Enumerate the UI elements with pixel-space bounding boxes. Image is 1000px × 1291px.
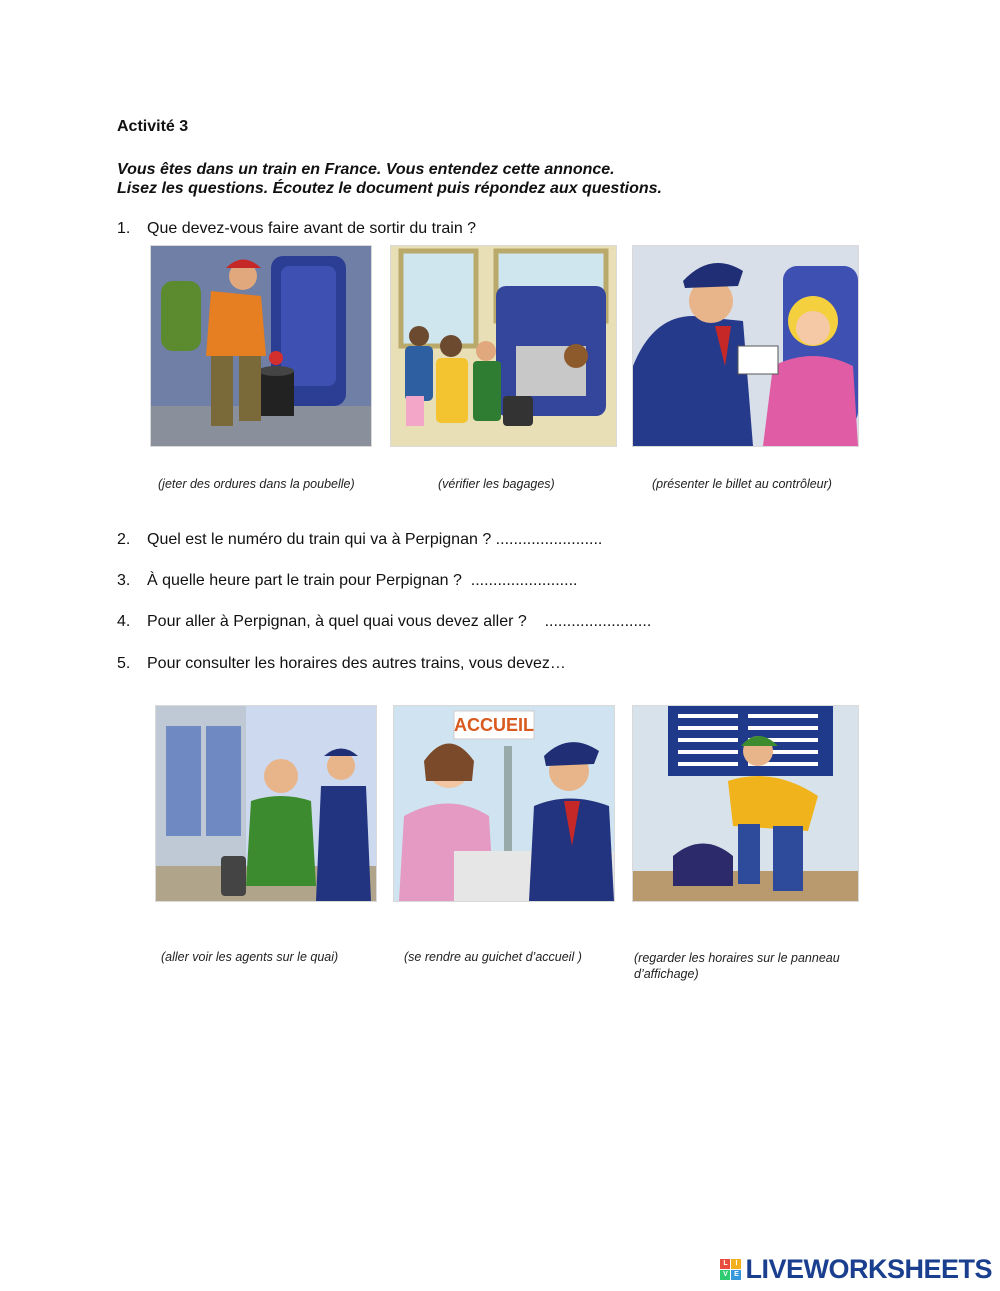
question-5 [117, 655, 566, 673]
logo-tile: I [731, 1259, 741, 1269]
option-image-platform-agents[interactable] [155, 705, 377, 902]
option-image-ticket[interactable] [632, 245, 859, 447]
question-2 [117, 531, 602, 549]
question-text: Pour consulter les horaires des autres trains, vous devez… [147, 655, 566, 672]
question-text: Quel est le numéro du train qui va à Perpignan ? [147, 531, 492, 548]
answer-blank[interactable]: ........................ [470, 572, 578, 589]
option-caption-2: (vérifier les bagages) [438, 477, 555, 491]
option-image-trash[interactable] [150, 245, 372, 447]
liveworksheets-logo[interactable] [720, 1254, 992, 1284]
option-image-luggage[interactable] [390, 245, 617, 447]
question-text: Que devez-vous faire avant de sortir du train ? [147, 220, 477, 237]
question-number: 2. [117, 531, 131, 548]
option-image-departure-board[interactable] [632, 705, 859, 902]
question-text: À quelle heure part le train pour Perpignan ? [147, 572, 462, 589]
option-caption-6 [634, 950, 840, 982]
instruction-line-1: Vous êtes dans un train en France. Vous entendez cette annonce. [117, 161, 615, 178]
option-caption-5: (se rendre au guichet d’accueil ) [404, 950, 582, 964]
question-number: 5. [117, 655, 131, 672]
answer-blank[interactable]: ........................ [544, 613, 652, 630]
accueil-sign-text: ACCUEIL [454, 715, 534, 735]
activity-title: Activité 3 [117, 118, 189, 135]
option-caption-3: (présenter le billet au contrôleur) [652, 477, 832, 491]
logo-tile: L [720, 1259, 730, 1269]
question-1 [117, 220, 476, 238]
option-caption-1: (jeter des ordures dans la poubelle) [158, 477, 355, 491]
logo-tile: V [720, 1270, 730, 1280]
logo-icon [720, 1259, 741, 1280]
question-number: 3. [117, 572, 131, 589]
question-text: Pour aller à Perpignan, à quel quai vous devez aller ? [147, 613, 527, 630]
answer-blank[interactable]: ........................ [495, 531, 603, 548]
question-4 [117, 613, 651, 631]
question-number: 1. [117, 220, 131, 237]
question-3 [117, 572, 577, 590]
logo-tile: E [731, 1270, 741, 1280]
instructions [117, 160, 662, 198]
option-image-reception-desk[interactable] [393, 705, 615, 902]
option-caption-6-line-2: d’affichage) [634, 967, 699, 981]
option-caption-6-line-1: (regarder les horaires sur le panneau [634, 951, 840, 965]
instruction-line-2: Lisez les questions. Écoutez le document puis répondez aux questions. [117, 180, 662, 197]
brand-name: LIVEWORKSHEETS [745, 1253, 992, 1284]
option-caption-4: (aller voir les agents sur le quai) [161, 950, 339, 964]
question-number: 4. [117, 613, 131, 630]
